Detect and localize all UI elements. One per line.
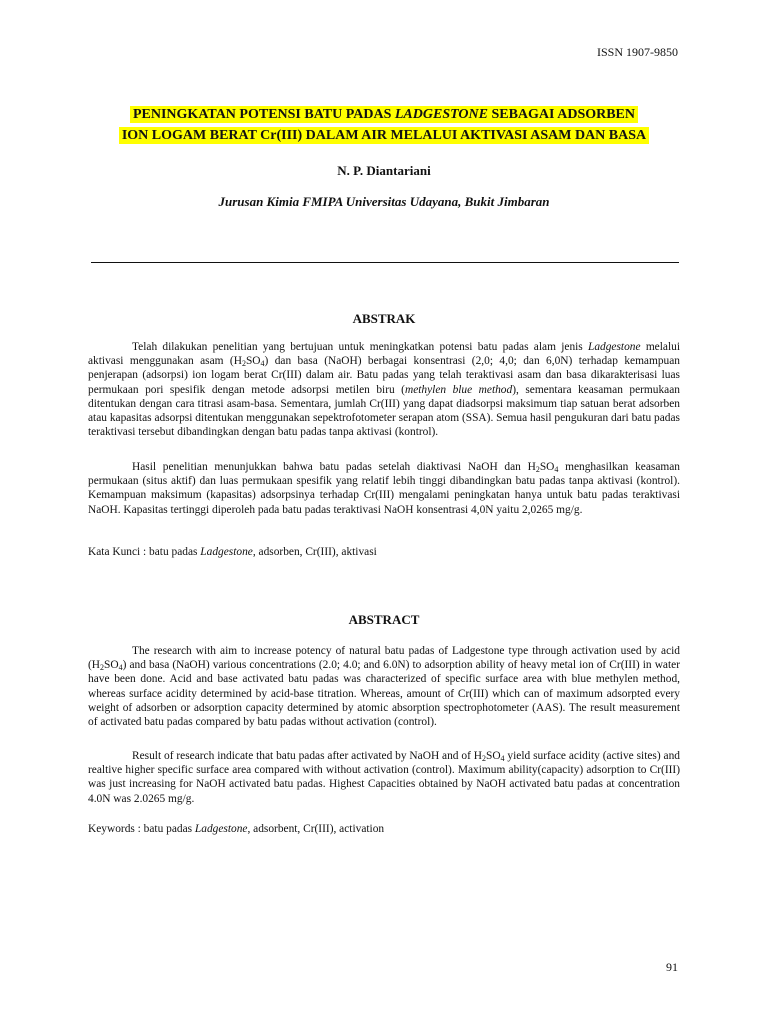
abstract-heading: ABSTRACT — [348, 612, 420, 627]
kata-kunci: Kata Kunci : batu padas Ladgestone, adsorben, Cr(III), aktivasi — [88, 546, 377, 558]
abstrak-paragraph-2: Hasil penelitian menunjukkan bahwa batu padas setelah diaktivasi NaOH dan $H_2SO_4$ menghasilkan keasaman permukaan (situs aktif) dan luas permukaan spesifik yang relatif lebih tinggi dibandingkan batu padas tanpa aktivasi (kontrol). Kemampuan maksimum (kapasitas) adsorpsinya terhadap Cr(III) mengalami peningkatan hanya untuk batu padas teraktivasi NaOH. Kapasitas tertinggi diperoleh pada batu padas teraktivasi NaOH konsentrasi 4,0N yaitu 2,0265 mg/g. — [88, 461, 680, 516]
abstract-paragraph-2: Result of research indicate that batu padas after activated by NaOH and of $H_2SO_4$ yield surface acidity (active sites) and realtive higher specific surface area compared with without activation (control). Maximum ability(capacity) adsorption to Cr(III) was just increasing for NaOH activated batu padas. Highest Capacities obtained by NaOH activated batu padas at concentration 4.0N was 2.0265 mg/g. — [88, 750, 680, 805]
page-number: 91 — [666, 960, 678, 974]
author-name: N. P. Diantariani — [337, 163, 431, 178]
keywords: Keywords : batu padas Ladgestone, adsorbent, Cr(III), activation — [88, 823, 385, 835]
abstrak-paragraph-1: Telah dilakukan penelitian yang bertujuan untuk meningkatkan potensi batu padas alam jenis Ladgestone melalui aktivasi menggunakan asam $(H_2SO_4)$ dan basa (NaOH) berbagai konsentrasi (2,0; 4,0; dan 6,0N) terhadap kemampuan penjerapan (adsorpsi) ion logam berat Cr(III) dalam air. Batu padas yang telah teraktivasi asam dan basa dikarakterisasi luas permukaan pori spesifik dengan metode adsorpsi metilen biru (methylen blue method), sementara keasaman permukaan ditentukan dengan cara titrasi asam-basa. Sementara, jumlah Cr(III) yang dapat diadsorpsi maksimum tiap satuan berat adsorben atau kapasitas adsorpsi ditentukan menggunakan sepektrofotometer serapan atom (SSA). Semua hasil pengukuran dari batu padas teraktivasi tersebut dibandingkan dengan batu padas tanpa aktivasi (kontrol). — [88, 341, 680, 439]
header-divider — [91, 262, 679, 263]
abstract-paragraph-1: The research with aim to increase potency of natural batu padas of Ladgestone type through activation used by acid $(H_2SO_4)$ and basa (NaOH) various concentrations (2.0; 4.0; and 6.0N) to adsorption ability of heavy metal ion of Cr(III) in water have been done. Acid and base activated batu padas was characterized of specific surface area with blue methylen method, whereas surface acidity determined by acid-base titration. Whereas, amount of Cr(III) which can of maximum adsorpted every weight of adsorben or adsorption capacity determined by atomic absorption spectrophotometer (AAS). The result measurement of activated batu padas compared by batu padas without activation (control). — [88, 645, 680, 729]
issn-number: ISSN 1907-9850 — [596, 45, 678, 59]
title-line-1: PENINGKATAN POTENSI BATU PADAS LADGESTONE SEBAGAI ADSORBEN — [130, 106, 638, 123]
abstrak-heading: ABSTRAK — [352, 311, 416, 326]
title-line-2: ION LOGAM BERAT Cr(III) DALAM AIR MELALUI AKTIVASI ASAM DAN BASA — [119, 127, 649, 144]
paper-title — [60, 104, 708, 146]
author-affiliation: Jurusan Kimia FMIPA Universitas Udayana, Bukit Jimbaran — [218, 194, 550, 209]
